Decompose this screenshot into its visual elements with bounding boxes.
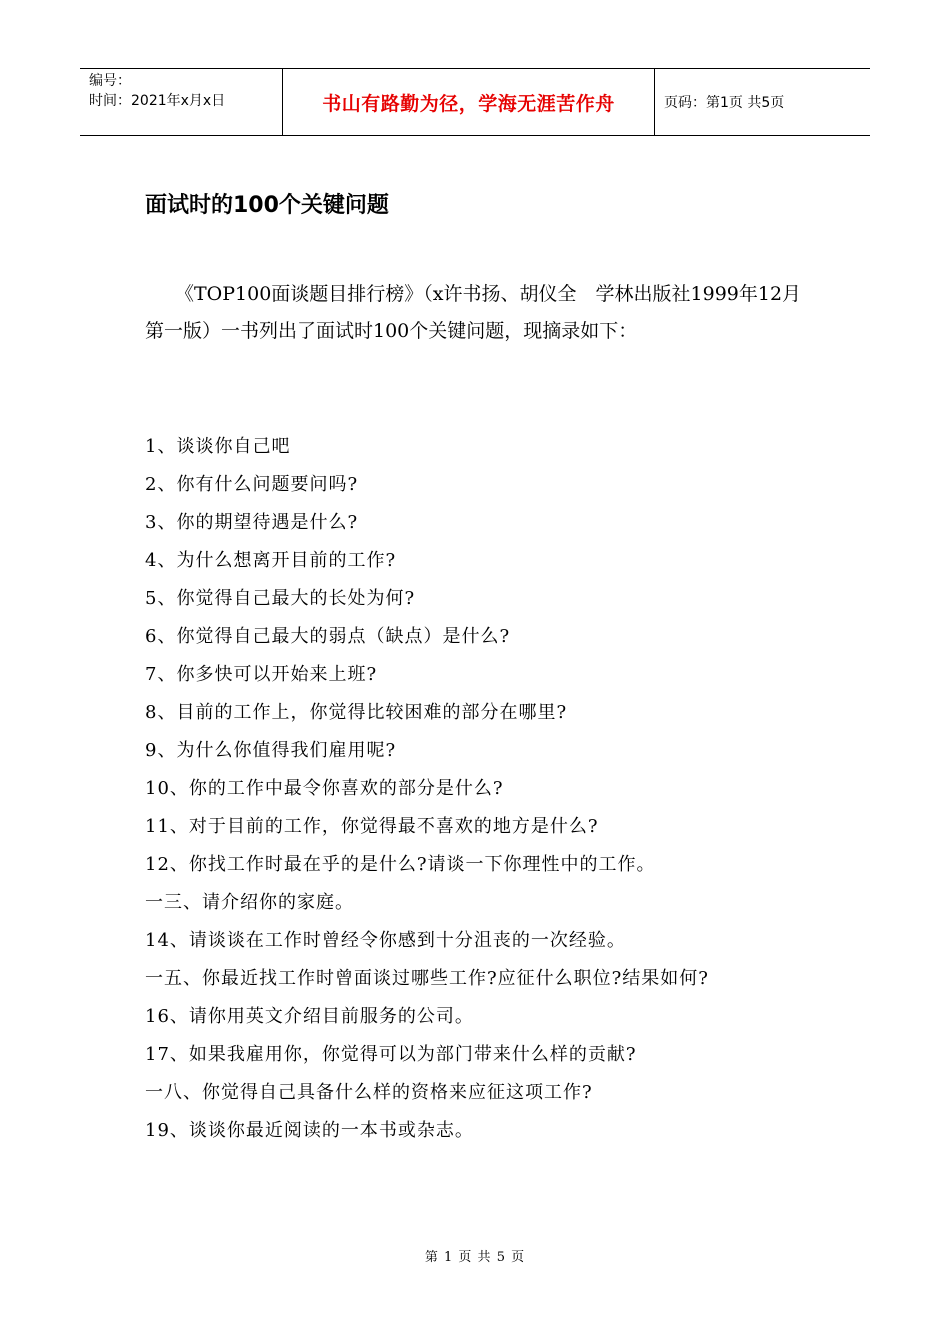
question-item: 11、对于目前的工作，你觉得最不喜欢的地方是什么? bbox=[145, 816, 599, 837]
question-item: 5、你觉得自己最大的长处为何? bbox=[145, 588, 416, 609]
question-item: 8、目前的工作上，你觉得比较困难的部分在哪里? bbox=[145, 702, 568, 723]
question-item: 一八、你觉得自己具备什么样的资格来应征这项工作? bbox=[145, 1082, 593, 1103]
header-meta-cell bbox=[80, 69, 283, 135]
question-item: 一五、你最近找工作时曾面谈过哪些工作?应征什么职位?结果如何? bbox=[145, 968, 709, 989]
question-item: 16、请你用英文介绍目前服务的公司。 bbox=[145, 1006, 474, 1027]
question-item: 一三、请介绍你的家庭。 bbox=[145, 892, 354, 913]
question-item: 4、为什么想离开目前的工作? bbox=[145, 550, 397, 571]
document-header bbox=[80, 68, 870, 136]
motto-text: 书山有路勤为径，学海无涯苦作舟 bbox=[322, 92, 615, 115]
question-item: 3、你的期望待遇是什么? bbox=[145, 512, 359, 533]
question-item: 14、请谈谈在工作时曾经令你感到十分沮丧的一次经验。 bbox=[145, 930, 626, 951]
document-title: 面试时的100个关键问题 bbox=[145, 193, 389, 218]
question-item: 1、谈谈你自己吧 bbox=[145, 436, 291, 457]
page-info: 页码：第1页 共5页 bbox=[664, 95, 785, 111]
question-item: 19、谈谈你最近阅读的一本书或杂志。 bbox=[145, 1120, 474, 1141]
question-item: 17、如果我雇用你，你觉得可以为部门带来什么样的贡献? bbox=[145, 1044, 637, 1065]
header-motto-cell bbox=[283, 69, 655, 135]
question-item: 9、为什么你值得我们雇用呢? bbox=[145, 740, 397, 761]
header-page-cell bbox=[655, 69, 870, 135]
question-list bbox=[145, 428, 810, 1150]
page-footer: 第 1 页 共 5 页 bbox=[424, 1250, 526, 1265]
question-item: 6、你觉得自己最大的弱点（缺点）是什么? bbox=[145, 626, 511, 647]
question-item: 12、你找工作时最在乎的是什么?请谈一下你理性中的工作。 bbox=[145, 854, 656, 875]
question-item: 7、你多快可以开始来上班? bbox=[145, 664, 378, 685]
time-label: 时间：2021年x月x日 bbox=[89, 93, 226, 109]
question-item: 2、你有什么问题要问吗? bbox=[145, 474, 359, 495]
number-label: 编号： bbox=[89, 73, 131, 89]
question-item: 10、你的工作中最令你喜欢的部分是什么? bbox=[145, 778, 504, 799]
intro-paragraph: 《TOP100面谈题目排行榜》（x许书扬、胡仪全 学林出版社1999年12月第一版）一书列出了面试时100个关键问题，现摘录如下： bbox=[145, 283, 802, 342]
